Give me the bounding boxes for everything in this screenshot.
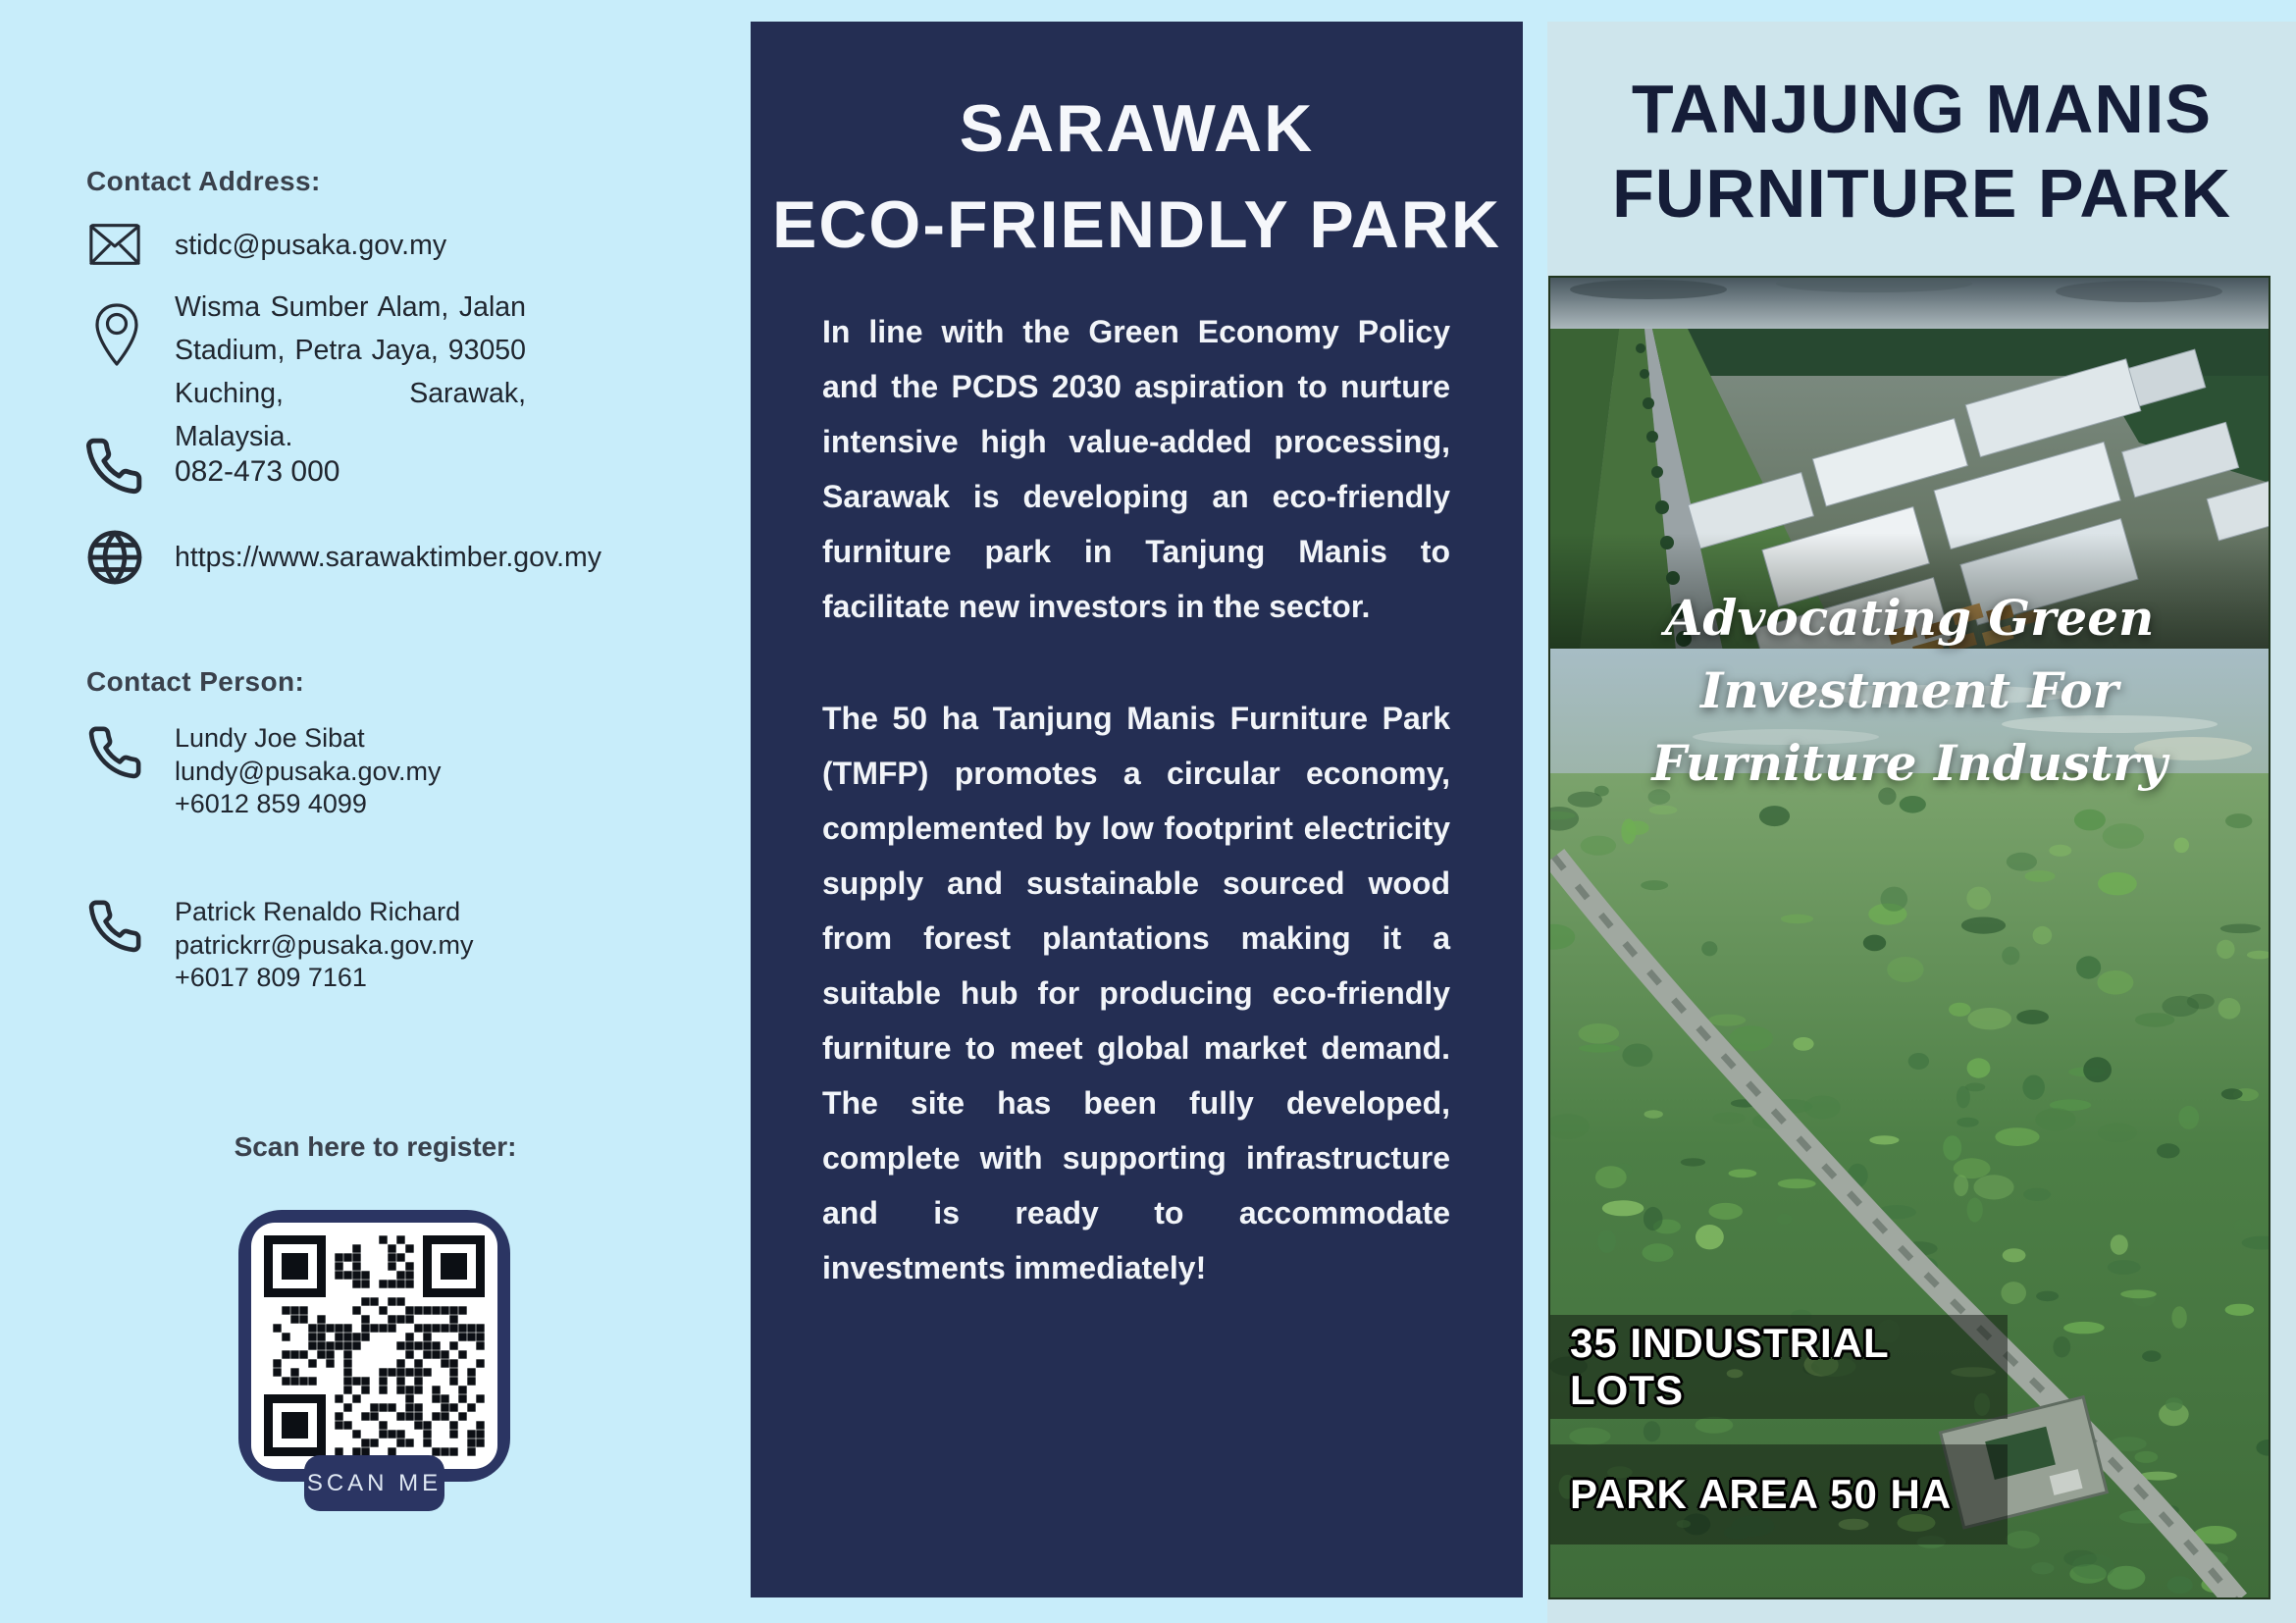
photo-tagline bbox=[1550, 582, 2269, 800]
eco-park-title-line1: SARAWAK bbox=[959, 91, 1315, 166]
globe-icon bbox=[85, 528, 144, 587]
contact-person-heading: Contact Person: bbox=[86, 666, 305, 698]
qr-code bbox=[238, 1210, 510, 1482]
phone-icon bbox=[86, 898, 143, 955]
cover-title bbox=[1547, 67, 2296, 236]
contact-website[interactable]: https://www.sarawaktimber.gov.my bbox=[175, 542, 602, 573]
scan-me-pill: SCAN ME bbox=[304, 1455, 444, 1511]
eco-park-title bbox=[751, 80, 1523, 273]
photo-tagline-line2: Furniture Industry bbox=[1651, 734, 2167, 792]
qr-modules bbox=[264, 1235, 485, 1456]
cover-title-line1: TANJUNG MANIS bbox=[1631, 71, 2213, 147]
contact-phone: 082-473 000 bbox=[175, 455, 340, 488]
person-email[interactable]: lundy@pusaka.gov.my bbox=[175, 756, 442, 786]
eco-park-panel bbox=[751, 22, 1523, 1597]
industrial-lots-badge: 35 INDUSTRIAL LOTS bbox=[1550, 1315, 2008, 1419]
scan-heading: Scan here to register: bbox=[234, 1131, 517, 1162]
eco-park-paragraph-1: In line with the Green Economy Policy and the PCDS 2030 aspiration to nurture intensive high value-added processing, Sarawak is developing an eco-friendly furniture park in Tanjung Manis to facilitate new investors in the sector. bbox=[822, 314, 1450, 624]
location-pin-icon bbox=[94, 294, 139, 375]
phone-icon bbox=[83, 436, 144, 497]
person-name: Lundy Joe Sibat bbox=[175, 723, 365, 753]
person-phone: +6012 859 4099 bbox=[175, 789, 367, 818]
eco-park-title-line2: ECO-FRIENDLY PARK bbox=[771, 187, 1502, 262]
photo-tagline-line1: Advocating Green Investment For bbox=[1664, 589, 2155, 719]
eco-park-body bbox=[822, 304, 1450, 1352]
eco-park-paragraph-2: The 50 ha Tanjung Manis Furniture Park (TMFP) promotes a circular economy, complemented by low footprint electricity supply and sustainable sourced wood from forest plantations making it a suitable hub for producing eco-friendly furniture to meet global market demand. The site has been fully developed, complete with supporting infrastructure and is ready to accommodate investments immediately! bbox=[822, 701, 1450, 1285]
park-area-badge: PARK AREA 50 HA bbox=[1550, 1444, 2008, 1544]
person-name: Patrick Renaldo Richard bbox=[175, 897, 461, 926]
person-email[interactable]: patrickrr@pusaka.gov.my bbox=[175, 929, 474, 960]
aerial-photo bbox=[1548, 276, 2270, 1599]
contact-panel bbox=[0, 0, 751, 1623]
phone-icon bbox=[86, 724, 143, 781]
contact-email[interactable]: stidc@pusaka.gov.my bbox=[175, 230, 447, 261]
contact-address-heading: Contact Address: bbox=[86, 166, 321, 197]
contact-person-1 bbox=[175, 722, 442, 821]
cover-title-line2: FURNITURE PARK bbox=[1611, 155, 2231, 232]
contact-person-2 bbox=[175, 896, 474, 995]
envelope-icon bbox=[88, 222, 141, 267]
cover-panel bbox=[1547, 22, 2296, 1623]
contact-address: Wisma Sumber Alam, Jalan Stadium, Petra Jaya, 93050 Kuching, Sarawak, Malaysia. bbox=[175, 291, 526, 452]
person-phone: +6017 809 7161 bbox=[175, 963, 367, 992]
